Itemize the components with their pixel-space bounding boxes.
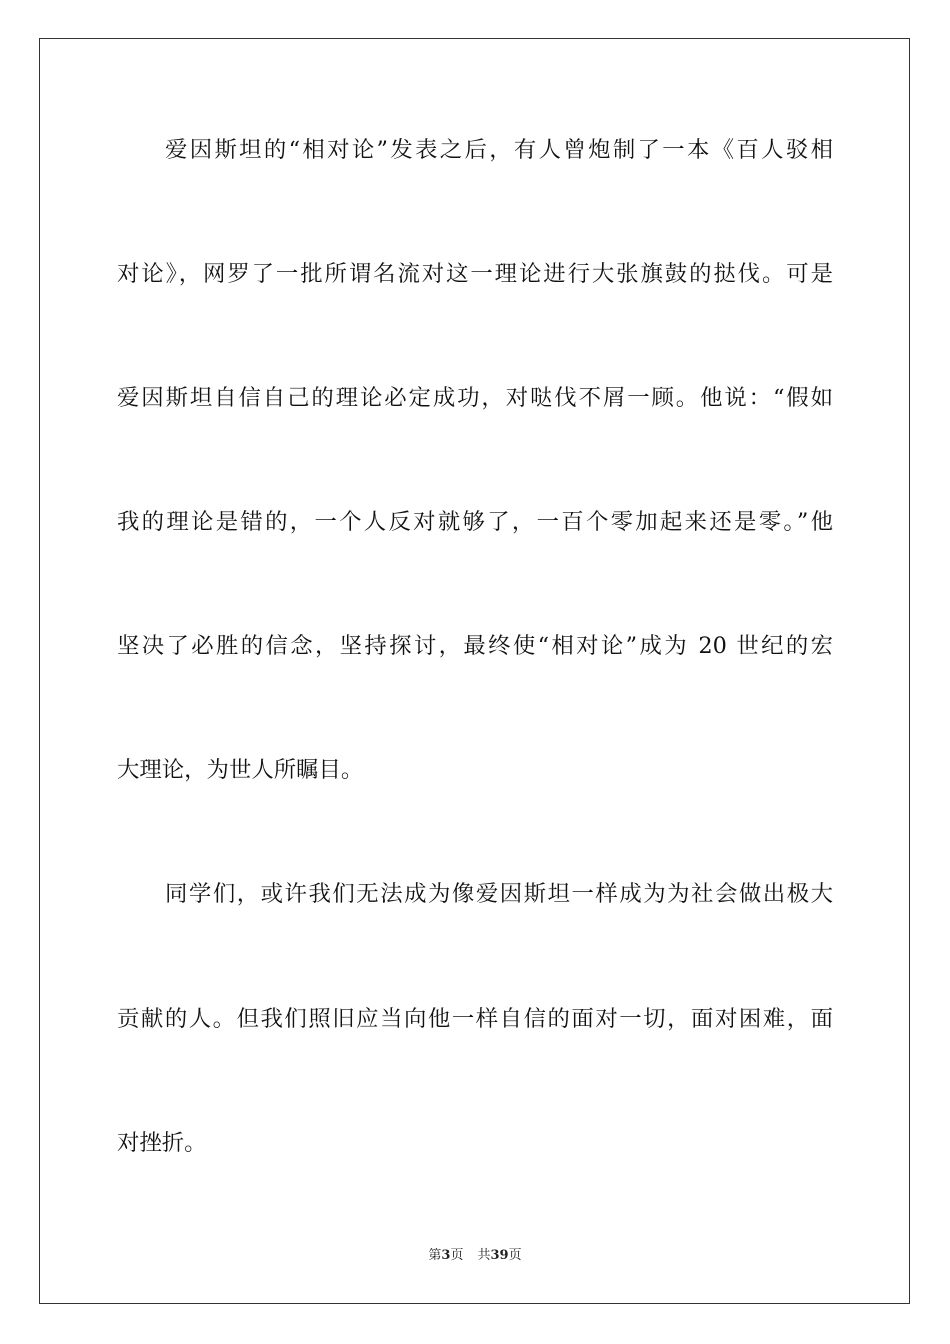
total-suffix: 页	[508, 1248, 522, 1263]
total-prefix: 共	[477, 1248, 491, 1263]
paragraph-1-line-4: 我的理论是错的，一个人反对就够了，一百个零加起来还是零。”他	[117, 509, 833, 535]
paragraph-2-line-2: 贡献的人。但我们照旧应当向他一样自信的面对一切，面对困难，面	[117, 1006, 833, 1032]
paragraph-1-line-1: 爱因斯坦的“相对论”发表之后，有人曾炮制了一本《百人驳相	[165, 137, 833, 163]
paragraph-1-line-5: 坚决了必胜的信念，坚持探讨，最终使“相对论”成为 20 世纪的宏	[117, 633, 833, 659]
total-pages: 39	[490, 1248, 509, 1263]
paragraph-1-line-3: 爱因斯坦自信自己的理论必定成功，对哒伐不屑一顾。他说：“假如	[117, 385, 833, 411]
paragraph-2-line-3: 对挫折。	[117, 1130, 207, 1156]
page-suffix: 页	[450, 1248, 464, 1263]
page-footer	[0, 1247, 950, 1265]
paragraph-2-line-1: 同学们，或许我们无法成为像爱因斯坦一样成为为社会做出极大	[165, 881, 833, 907]
page-prefix: 第	[428, 1248, 442, 1263]
page-number: 3	[441, 1248, 451, 1263]
paragraph-1-line-6: 大理论，为世人所瞩目。	[117, 757, 364, 783]
paragraph-1-line-2: 对论》，网罗了一批所谓名流对这一理论进行大张旗鼓的挞伐。可是	[117, 261, 833, 287]
page-frame	[39, 38, 910, 1304]
